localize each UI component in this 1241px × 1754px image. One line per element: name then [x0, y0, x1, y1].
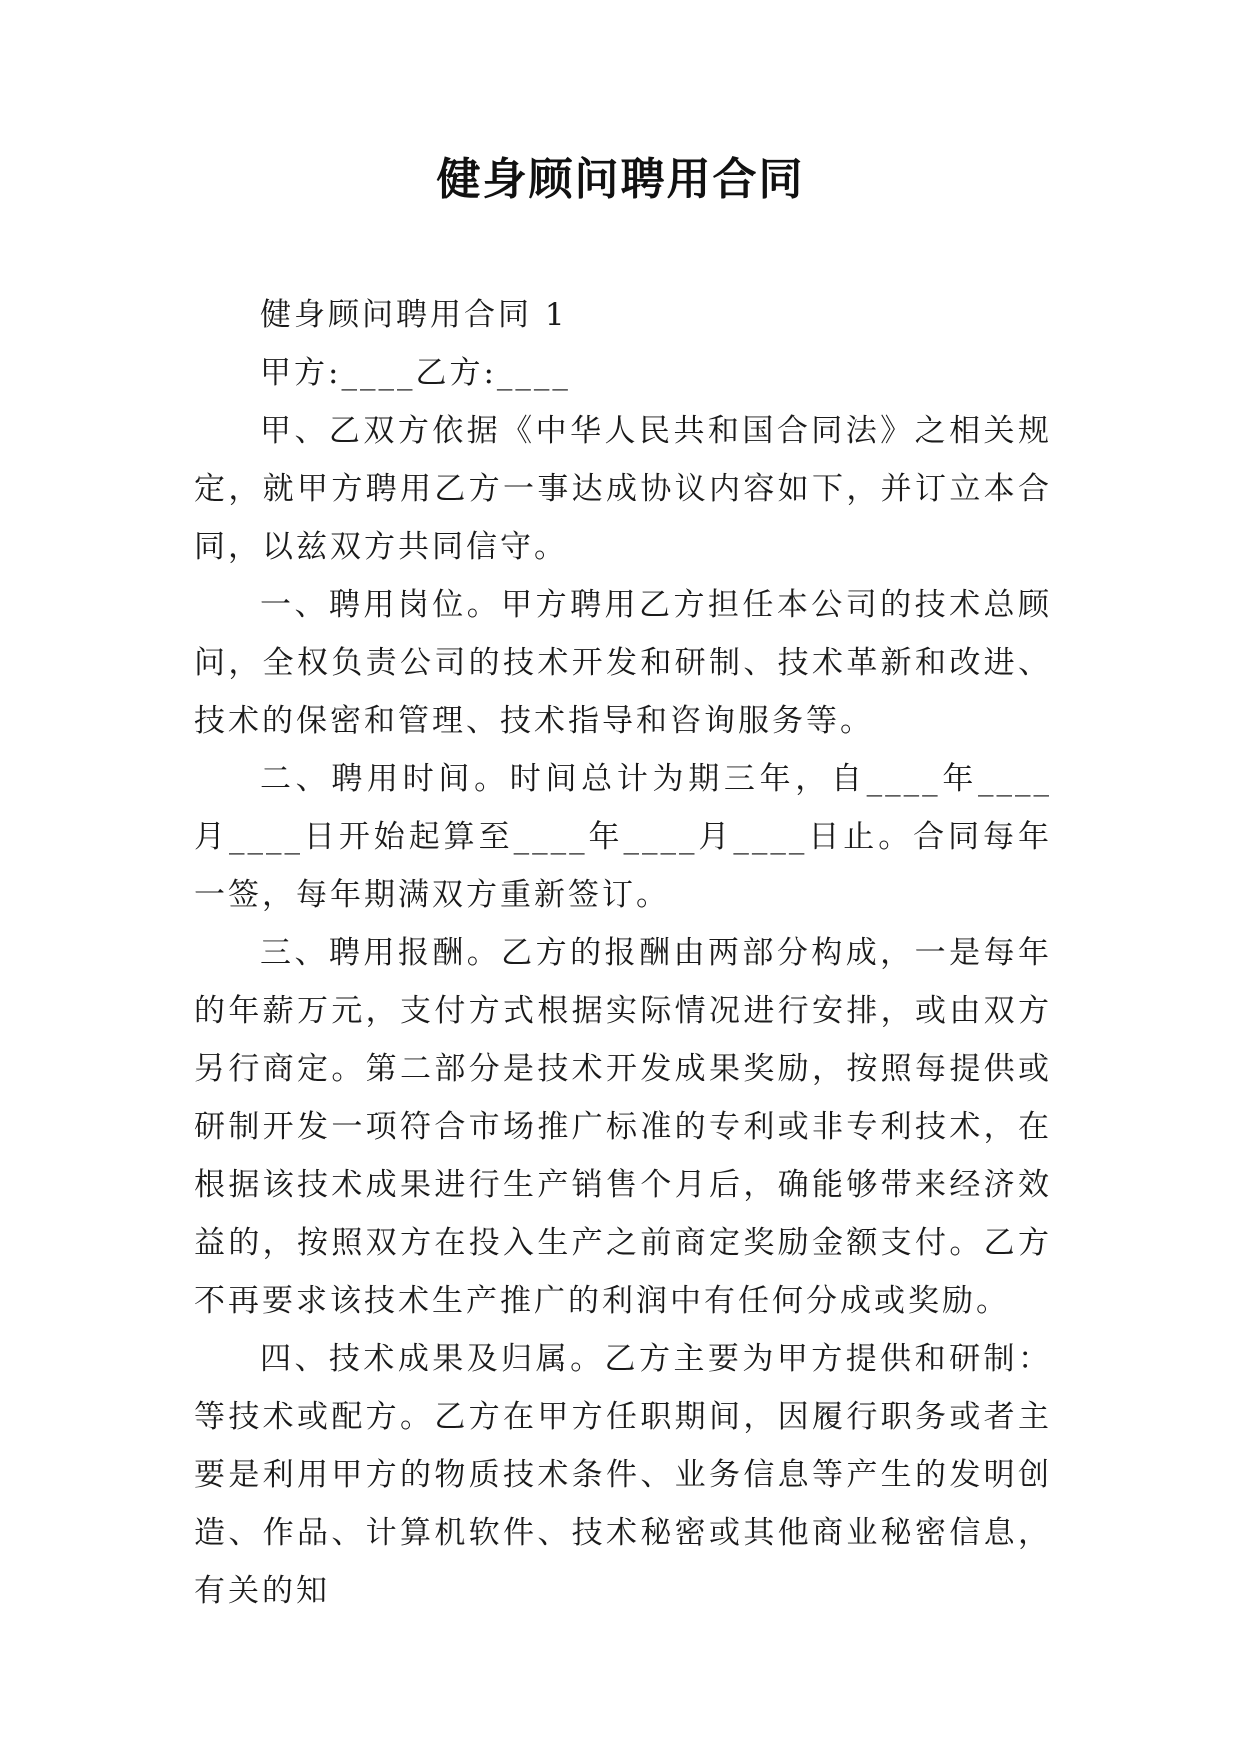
document-body: [194, 286, 1052, 1620]
subtitle-paragraph: 健身顾问聘用合同 1: [260, 297, 568, 333]
clause-ownership-paragraph: 四、技术成果及归属。乙方主要为甲方提供和研制：等技术或配方。乙方在甲方任职期间，因履行职务或者主要是利用甲方的物质技术条件、业务信息等产生的发明创造、作品、计算机软件、技术秘密或其他商业秘密信息，有关的知: [194, 1341, 1052, 1609]
clause-position-paragraph: 一、聘用岗位。甲方聘用乙方担任本公司的技术总顾问，全权负责公司的技术开发和研制、技术革新和改进、技术的保密和管理、技术指导和咨询服务等。: [194, 587, 1052, 739]
preamble-paragraph: 甲、乙双方依据《中华人民共和国合同法》之相关规定，就甲方聘用乙方一事达成协议内容如下，并订立本合同，以兹双方共同信守。: [194, 413, 1052, 565]
clause-term-paragraph: 二、聘用时间。时间总计为期三年，自____年____月____日开始起算至____年____月____日止。合同每年一签，每年期满双方重新签订。: [194, 761, 1052, 913]
parties-paragraph: 甲方:____乙方:____: [260, 355, 571, 391]
document-title: 健身顾问聘用合同: [436, 154, 805, 205]
clause-compensation-paragraph: 三、聘用报酬。乙方的报酬由两部分构成，一是每年的年薪万元，支付方式根据实际情况进行安排，或由双方另行商定。第二部分是技术开发成果奖励，按照每提供或研制开发一项符合市场推广标准的专利或非专利技术，在根据该技术成果进行生产销售个月后，确能够带来经济效益的，按照双方在投入生产之前商定奖励金额支付。乙方不再要求该技术生产推广的利润中有任何分成或奖励。: [194, 935, 1052, 1319]
